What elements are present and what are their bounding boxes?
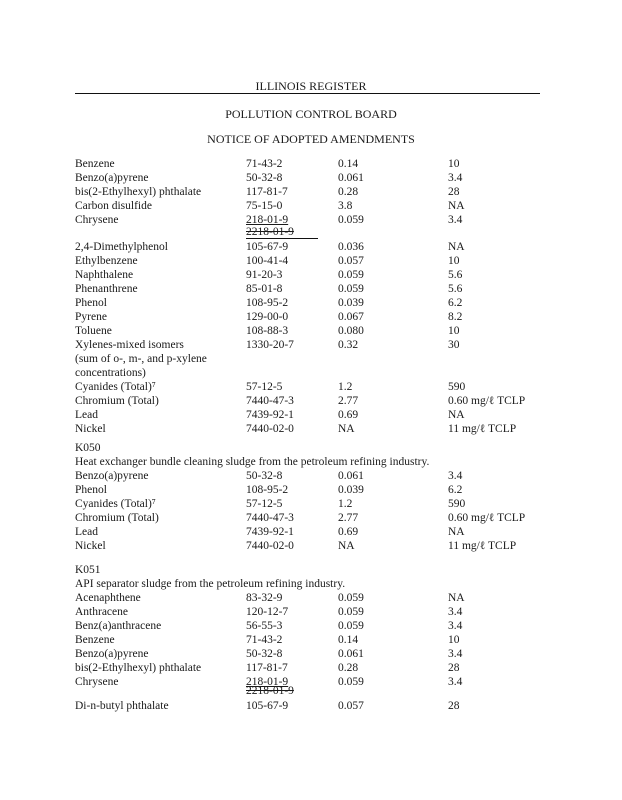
cas-number: 57-12-5 — [246, 498, 283, 510]
wastewater-standard: 0.057 — [338, 700, 364, 712]
constituent-name: Benzo(a)pyrene — [75, 470, 149, 482]
nonwastewater-standard: 28 — [448, 662, 460, 674]
cas-number: 57-12-5 — [246, 381, 283, 393]
wastewater-standard: 2.77 — [338, 512, 359, 524]
cas-number: 108-95-2 — [246, 297, 289, 309]
nonwastewater-standard: 28 — [448, 700, 460, 712]
constituent-name: Chrysene — [75, 214, 119, 226]
wastewater-standard: 3.8 — [338, 200, 353, 212]
cas-number: 83-32-9 — [246, 592, 283, 604]
nonwastewater-standard: NA — [448, 526, 465, 538]
cas-number: 117-81-7 — [246, 186, 288, 198]
cas-number: 129-00-0 — [246, 311, 289, 323]
nonwastewater-standard: NA — [448, 409, 465, 421]
constituent-name: Benzene — [75, 158, 115, 170]
nonwastewater-standard: 8.2 — [448, 311, 463, 323]
constituent-name: Cyanides (Total)⁷ — [75, 498, 156, 510]
nonwastewater-standard: 3.4 — [448, 470, 463, 482]
nonwastewater-standard: 5.6 — [448, 269, 463, 281]
cas-number: 100-41-4 — [246, 255, 289, 267]
constituent-name: Carbon disulfide — [75, 200, 152, 212]
constituent-name: Phenol — [75, 484, 107, 496]
constituent-name: Benzo(a)pyrene — [75, 648, 149, 660]
cas-number: 218-01-9 — [246, 214, 289, 226]
cas-number: 1330-20-7 — [246, 339, 294, 351]
nonwastewater-standard: 28 — [448, 186, 460, 198]
constituent-name: Nickel — [75, 423, 106, 435]
wastewater-standard: 0.32 — [338, 339, 359, 351]
wastewater-standard: 0.059 — [338, 269, 364, 281]
nonwastewater-standard: 0.60 mg/ℓ TCLP — [448, 512, 526, 524]
cas-number: 105-67-9 — [246, 700, 289, 712]
constituent-name: 2,4-Dimethylphenol — [75, 241, 168, 253]
notice-title: NOTICE OF ADOPTED AMENDMENTS — [207, 132, 415, 146]
wastewater-standard: 1.2 — [338, 498, 353, 510]
wastewater-standard: 0.059 — [338, 592, 364, 604]
constituent-name: Chromium (Total) — [75, 512, 159, 524]
wastewater-standard: 0.059 — [338, 283, 364, 295]
cas-number: 108-95-2 — [246, 484, 289, 496]
cas-number: 56-55-3 — [246, 620, 283, 632]
cas-number: 108-88-3 — [246, 325, 289, 337]
cas-number: 71-43-2 — [246, 158, 283, 170]
wastewater-standard: 0.067 — [338, 311, 364, 323]
constituent-name: concentrations) — [75, 367, 146, 379]
cas-number: 7439-92-1 — [246, 409, 294, 421]
cas-number: 7440-47-3 — [246, 395, 294, 407]
wastewater-standard: 0.059 — [338, 214, 364, 226]
constituent-name: Acenaphthene — [75, 592, 141, 604]
cas-number: 50-32-8 — [246, 172, 283, 184]
cas-number: 85-01-8 — [246, 283, 283, 295]
wastewater-standard: 0.061 — [338, 172, 364, 184]
wastewater-standard: 0.061 — [338, 470, 364, 482]
wastewater-standard: 0.059 — [338, 606, 364, 618]
nonwastewater-standard: 6.2 — [448, 484, 463, 496]
board-title: POLLUTION CONTROL BOARD — [225, 107, 397, 121]
constituent-name: Nickel — [75, 540, 106, 552]
nonwastewater-standard: 10 — [448, 634, 460, 646]
register-title: ILLINOIS REGISTER — [255, 79, 367, 93]
nonwastewater-standard: NA — [448, 200, 465, 212]
cas-number: 7440-02-0 — [246, 540, 294, 552]
waste-description-k050: Heat exchanger bundle cleaning sludge from the petroleum refining industry. — [75, 456, 430, 468]
waste-description-k051: API separator sludge from the petroleum refining industry. — [75, 578, 346, 590]
nonwastewater-standard: 3.4 — [448, 606, 463, 618]
wastewater-standard: 0.69 — [338, 409, 359, 421]
constituent-name: Phenanthrene — [75, 283, 138, 295]
cas-number: 50-32-8 — [246, 648, 283, 660]
constituent-name: Pyrene — [75, 311, 107, 323]
cas-number: 218-01-9 — [246, 676, 289, 688]
amendment-rule — [246, 238, 318, 239]
struck-cas-number-k051: 2218-01-9 — [246, 685, 294, 697]
constituent-name: Lead — [75, 409, 98, 421]
wastewater-standard: 0.69 — [338, 526, 359, 538]
constituent-name: Naphthalene — [75, 269, 134, 281]
constituent-name: bis(2-Ethylhexyl) phthalate — [75, 186, 202, 198]
constituent-name: (sum of o-, m-, and p-xylene — [75, 353, 207, 365]
wastewater-standard: 0.036 — [338, 241, 364, 253]
wastewater-standard: 0.061 — [338, 648, 364, 660]
constituent-name: Phenol — [75, 297, 107, 309]
wastewater-standard: 0.28 — [338, 186, 359, 198]
nonwastewater-standard: 30 — [448, 339, 460, 351]
nonwastewater-standard: 10 — [448, 158, 460, 170]
nonwastewater-standard: 11 mg/ℓ TCLP — [448, 423, 517, 435]
wastewater-standard: 0.057 — [338, 255, 364, 267]
cas-number: 7440-02-0 — [246, 423, 294, 435]
nonwastewater-standard: 11 mg/ℓ TCLP — [448, 540, 517, 552]
nonwastewater-standard: 10 — [448, 255, 460, 267]
wastewater-standard: NA — [338, 423, 355, 435]
constituent-name: Chromium (Total) — [75, 395, 159, 407]
nonwastewater-standard: 10 — [448, 325, 460, 337]
cas-number: 50-32-8 — [246, 470, 283, 482]
nonwastewater-standard: NA — [448, 592, 465, 604]
waste-code-k050: K050 — [75, 442, 101, 454]
cas-number: 117-81-7 — [246, 662, 288, 674]
wastewater-standard: 2.77 — [338, 395, 359, 407]
wastewater-standard: 0.059 — [338, 676, 364, 688]
constituent-name: Anthracene — [75, 606, 128, 618]
wastewater-standard: 0.039 — [338, 297, 364, 309]
wastewater-standard: 0.14 — [338, 634, 359, 646]
nonwastewater-standard: 3.4 — [448, 214, 463, 226]
wastewater-standard: 0.039 — [338, 484, 364, 496]
cas-number: 7439-92-1 — [246, 526, 294, 538]
cas-number: 91-20-3 — [246, 269, 283, 281]
cas-number: 75-15-0 — [246, 200, 283, 212]
cas-number: 71-43-2 — [246, 634, 283, 646]
nonwastewater-standard: 3.4 — [448, 172, 463, 184]
wastewater-standard: 0.080 — [338, 325, 364, 337]
constituent-name: Xylenes-mixed isomers — [75, 339, 184, 351]
wastewater-standard: NA — [338, 540, 355, 552]
wastewater-standard: 0.059 — [338, 620, 364, 632]
nonwastewater-standard: 3.4 — [448, 676, 463, 688]
constituent-name: Benzo(a)pyrene — [75, 172, 149, 184]
constituent-name: bis(2-Ethylhexyl) phthalate — [75, 662, 202, 674]
nonwastewater-standard: 6.2 — [448, 297, 463, 309]
wastewater-standard: 0.28 — [338, 662, 359, 674]
constituent-name: Toluene — [75, 325, 112, 337]
wastewater-standard: 0.14 — [338, 158, 359, 170]
constituent-name: Di-n-butyl phthalate — [75, 700, 169, 712]
nonwastewater-standard: 5.6 — [448, 283, 463, 295]
constituent-name: Benzene — [75, 634, 115, 646]
cas-number: 120-12-7 — [246, 606, 289, 618]
constituent-name: Cyanides (Total)⁷ — [75, 381, 156, 393]
nonwastewater-standard: 590 — [448, 381, 466, 393]
nonwastewater-standard: 3.4 — [448, 620, 463, 632]
constituent-name: Chrysene — [75, 676, 119, 688]
nonwastewater-standard: 3.4 — [448, 648, 463, 660]
nonwastewater-standard: 0.60 mg/ℓ TCLP — [448, 395, 526, 407]
constituent-name: Benz(a)anthracene — [75, 620, 162, 632]
struck-cas-number: 2218-01-9 — [246, 226, 294, 238]
cas-number: 7440-47-3 — [246, 512, 294, 524]
constituent-name: Ethylbenzene — [75, 255, 138, 267]
wastewater-standard: 1.2 — [338, 381, 353, 393]
nonwastewater-standard: NA — [448, 241, 465, 253]
nonwastewater-standard: 590 — [448, 498, 466, 510]
constituent-name: Lead — [75, 526, 98, 538]
register-rule — [75, 93, 540, 94]
cas-number: 105-67-9 — [246, 241, 289, 253]
waste-code-k051: K051 — [75, 564, 101, 576]
